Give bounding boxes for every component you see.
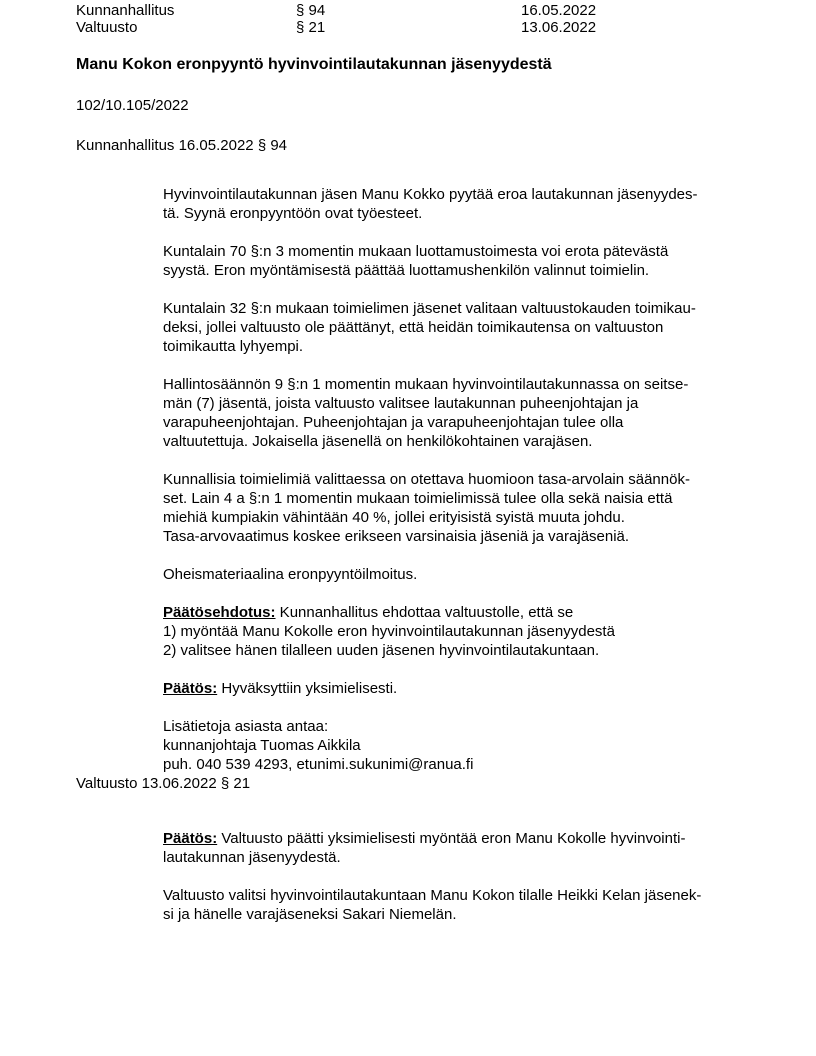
text-line: miehiä kumpiakin vähintään 40 %, jollei erityisistä syistä muuta johdu. xyxy=(163,509,625,526)
text-line: valtuutettuja. Jokaisella jäsenellä on henkilökohtainen varajäsen. xyxy=(163,433,593,450)
text-line: Hyvinvointilautakunnan jäsen Manu Kokko pyytää eroa lautakunnan jäsenyydes- xyxy=(163,186,698,203)
body-paragraph xyxy=(163,299,776,356)
section-number: § 21 xyxy=(296,19,326,36)
body-paragraph xyxy=(163,185,776,223)
text-line: män (7) jäsentä, joista valtuusto valitsee lautakunnan puheenjohtajan ja xyxy=(163,395,639,412)
text-line: Kuntalain 32 §:n mukaan toimielimen jäsenet valitaan valtuustokauden toimikau- xyxy=(163,300,696,317)
organ-name: Valtuusto xyxy=(76,19,138,36)
text-line: Hallintosäännön 9 §:n 1 momentin mukaan hyvinvointilautakunnassa on seitse- xyxy=(163,376,689,393)
body-paragraph xyxy=(163,242,776,280)
text-line: Kuntalain 70 §:n 3 momentin mukaan luottamustoimesta voi erota pätevästä xyxy=(163,243,669,260)
decision-proposal-paragraph xyxy=(163,603,776,660)
body-paragraph xyxy=(163,470,776,546)
text-line: si ja hänelle varajäseneksi Sakari Niemelän. xyxy=(163,906,457,923)
contact-line: kunnanjohtaja Tuomas Aikkila xyxy=(163,737,361,754)
decision-proposal-label: Päätösehdotus: xyxy=(163,604,276,621)
decision-proposal-intro: Kunnanhallitus ehdottaa valtuustolle, että se xyxy=(275,604,574,621)
text-line: deksi, jollei valtuusto ole päättänyt, että heidän toimikautensa on valtuuston xyxy=(163,319,664,336)
section-number: § 94 xyxy=(296,2,326,19)
text-line: lautakunnan jäsenyydestä. xyxy=(163,849,341,866)
decision-text: Valtuusto päätti yksimielisesti myöntää eron Manu Kokolle hyvinvointi- xyxy=(217,830,686,847)
header-row xyxy=(76,19,776,36)
section1-body xyxy=(163,185,776,774)
meeting-date: 16.05.2022 xyxy=(521,2,597,19)
decision-label: Päätös: xyxy=(163,680,218,697)
text-line: Oheismateriaalina eronpyyntöilmoitus. xyxy=(163,566,418,583)
section2-body xyxy=(163,829,776,924)
text-line: Kunnallisia toimielimiä valittaessa on otettava huomioon tasa-arvolain säännök- xyxy=(163,471,690,488)
contact-line: Lisätietoja asiasta antaa: xyxy=(163,718,329,735)
decision-paragraph xyxy=(163,679,776,698)
contact-line: puh. 040 539 4293, etunimi.sukunimi@ranua.fi xyxy=(163,756,474,773)
decision-text: Hyväksyttiin yksimielisesti. xyxy=(217,680,398,697)
section1-heading: Kunnanhallitus 16.05.2022 § 94 xyxy=(76,137,288,154)
contact-info xyxy=(163,717,776,774)
decision-paragraph xyxy=(163,829,776,867)
text-line: toimikautta lyhyempi. xyxy=(163,338,304,355)
case-number: 102/10.105/2022 xyxy=(76,97,189,114)
proposal-item: 2) valitsee hänen tilalleen uuden jäsenen hyvinvointilautakuntaan. xyxy=(163,642,600,659)
proposal-item: 1) myöntää Manu Kokolle eron hyvinvointilautakunnan jäsenyydestä xyxy=(163,623,615,640)
text-line: set. Lain 4 a §:n 1 momentin mukaan toimielimissä tulee olla sekä naisia että xyxy=(163,490,673,507)
body-paragraph xyxy=(163,375,776,451)
header-row xyxy=(76,2,776,19)
body-paragraph xyxy=(163,886,776,924)
section2-heading: Valtuusto 13.06.2022 § 21 xyxy=(76,775,251,792)
meeting-date: 13.06.2022 xyxy=(521,19,597,36)
text-line: varapuheenjohtajan. Puheenjohtajan ja varapuheenjohtajan tulee olla xyxy=(163,414,624,431)
body-paragraph xyxy=(163,565,776,584)
text-line: Tasa-arvovaatimus koskee erikseen varsinaisia jäseniä ja varajäseniä. xyxy=(163,528,630,545)
header-table xyxy=(76,2,776,36)
organ-name: Kunnanhallitus xyxy=(76,2,175,19)
text-line xyxy=(163,829,776,848)
text-line xyxy=(163,603,776,622)
text-line xyxy=(163,679,776,698)
text-line: tä. Syynä eronpyyntöön ovat työesteet. xyxy=(163,205,423,222)
text-line: Valtuusto valitsi hyvinvointilautakuntaan Manu Kokon tilalle Heikki Kelan jäsenek- xyxy=(163,887,702,904)
document-title: Manu Kokon eronpyyntö hyvinvointilautakunnan jäsenyydestä xyxy=(76,56,552,73)
decision-label: Päätös: xyxy=(163,830,218,847)
text-line: syystä. Eron myöntämisestä päättää luottamushenkilön valinnut toimielin. xyxy=(163,262,650,279)
